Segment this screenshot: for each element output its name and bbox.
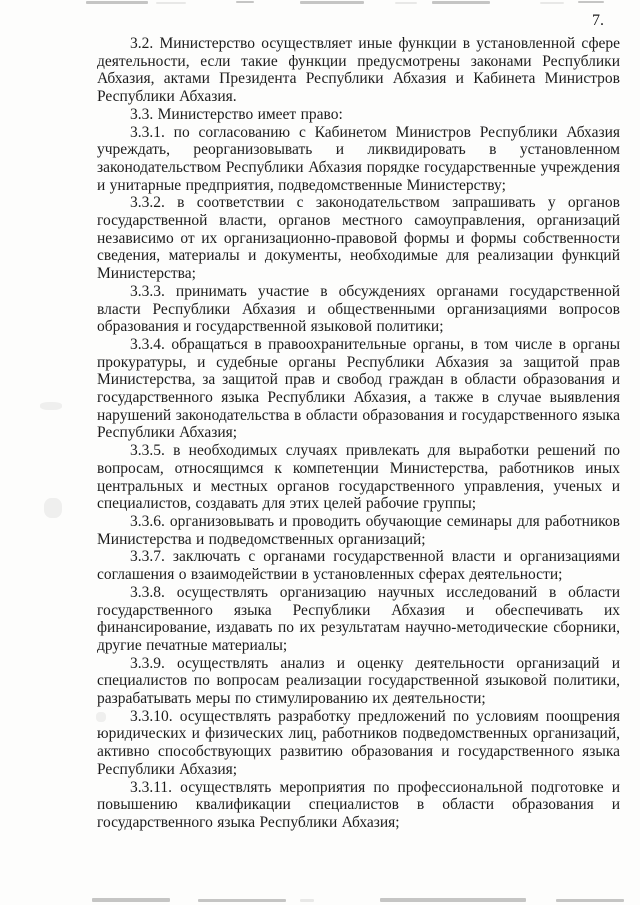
scan-artifact-top [395, 2, 417, 4]
scan-artifact-bottom [556, 899, 624, 902]
paragraph-3-3-8: 3.3.8. осуществлять организацию научных исследований в области государственного языка Республики Абхазия и обеспечивать их финансирование, издавать по их результатам научно-методические сборники, другие печатные материалы; [97, 583, 620, 654]
scan-artifact-top [236, 1, 254, 3]
paper-smudge [44, 498, 62, 518]
document-body [97, 35, 620, 832]
paragraph-3-3-1: 3.3.1. по согласованию с Кабинетом Министров Республики Абхазия учреждать, реорганизовывать и ликвидировать в установленном законодательством Республики Абхазия порядке государственные учреждения и унитарные предприятия, подведомственные Министерству; [97, 123, 620, 194]
scan-artifact-bottom [198, 899, 286, 902]
scan-artifact-bottom [92, 898, 170, 902]
paragraph-3-3-2: 3.3.2. в соответствии с законодательством запрашивать у органов государственной власти, органов местного самоуправления, организаций независимо от их организационно-правовой формы и формы собственности сведения, материалы и документы, необходимые для реализации функций Министерства; [97, 194, 620, 283]
scan-artifact-top [578, 1, 604, 3]
scan-artifact-bottom [300, 899, 314, 902]
scan-artifact-top [300, 1, 364, 4]
page-number: 7. [592, 12, 604, 29]
paragraph-3-2: 3.2. Министерство осуществляет иные функции в установленной сфере деятельности, если такие функции предусмотрены законами Республики Абхазия, актами Президента Республики Абхазия и Кабинета Министров Республики Абхазия. [97, 35, 620, 106]
paragraph-3-3-7: 3.3.7. заключать с органами государственной власти и организациями соглашения о взаимодействии в установленных сферах деятельности; [97, 548, 620, 584]
paragraph-3-3-10: 3.3.10. осуществлять разработку предложений по условиям поощрения юридических и физических лиц, работников подведомственных организаций, активно способствующих развитию образования и государственного языка Республики Абхазия; [97, 707, 620, 778]
paragraph-3-3-6: 3.3.6. организовывать и проводить обучающие семинары для работников Министерства и подведомственных организаций; [97, 512, 620, 548]
paragraph-3-3-11: 3.3.11. осуществлять мероприятия по профессиональной подготовке и повышению квалификации специалистов в области образования и государственного языка Республики Абхазия; [97, 778, 620, 831]
paragraph-3-3-9: 3.3.9. осуществлять анализ и оценку деятельности организаций и специалистов по вопросам реализации государственной языковой политики, разрабатывать меры по стимулированию их деятельности; [97, 654, 620, 708]
scan-artifact-top [432, 1, 490, 4]
scan-artifact-bottom [380, 898, 526, 902]
paragraph-3-3-4: 3.3.4. обращаться в правоохранительные органы, в том числе в органы прокуратуры, и судебные органы Республики Абхазия за защитой прав Министерства, за защитой прав и свобод граждан в области образования и государственного языка Республики Абхазия, а также в случае выявления нарушений законодательства в области образования и государственного языка Республики Абхазия; [97, 335, 620, 442]
paper-smudge [40, 402, 62, 410]
paragraph-3-3-5: 3.3.5. в необходимых случаях привлекать для выработки решений по вопросам, относящимся к компетенции Министерства, работников иных центральных и местных органов государственного управления, ученых и специалистов, создавать для этих целей рабочие группы; [97, 442, 620, 513]
paragraph-3-3-3: 3.3.3. принимать участие в обсуждениях органами государственной власти Республики Абхазия и общественными организациями вопросов образования и государственной языковой политики; [97, 282, 620, 336]
paragraph-3-3: 3.3. Министерство имеет право: [130, 105, 343, 123]
scan-artifact-top [540, 2, 564, 4]
scan-artifact-top [156, 2, 186, 4]
scan-artifact-top [86, 1, 148, 4]
